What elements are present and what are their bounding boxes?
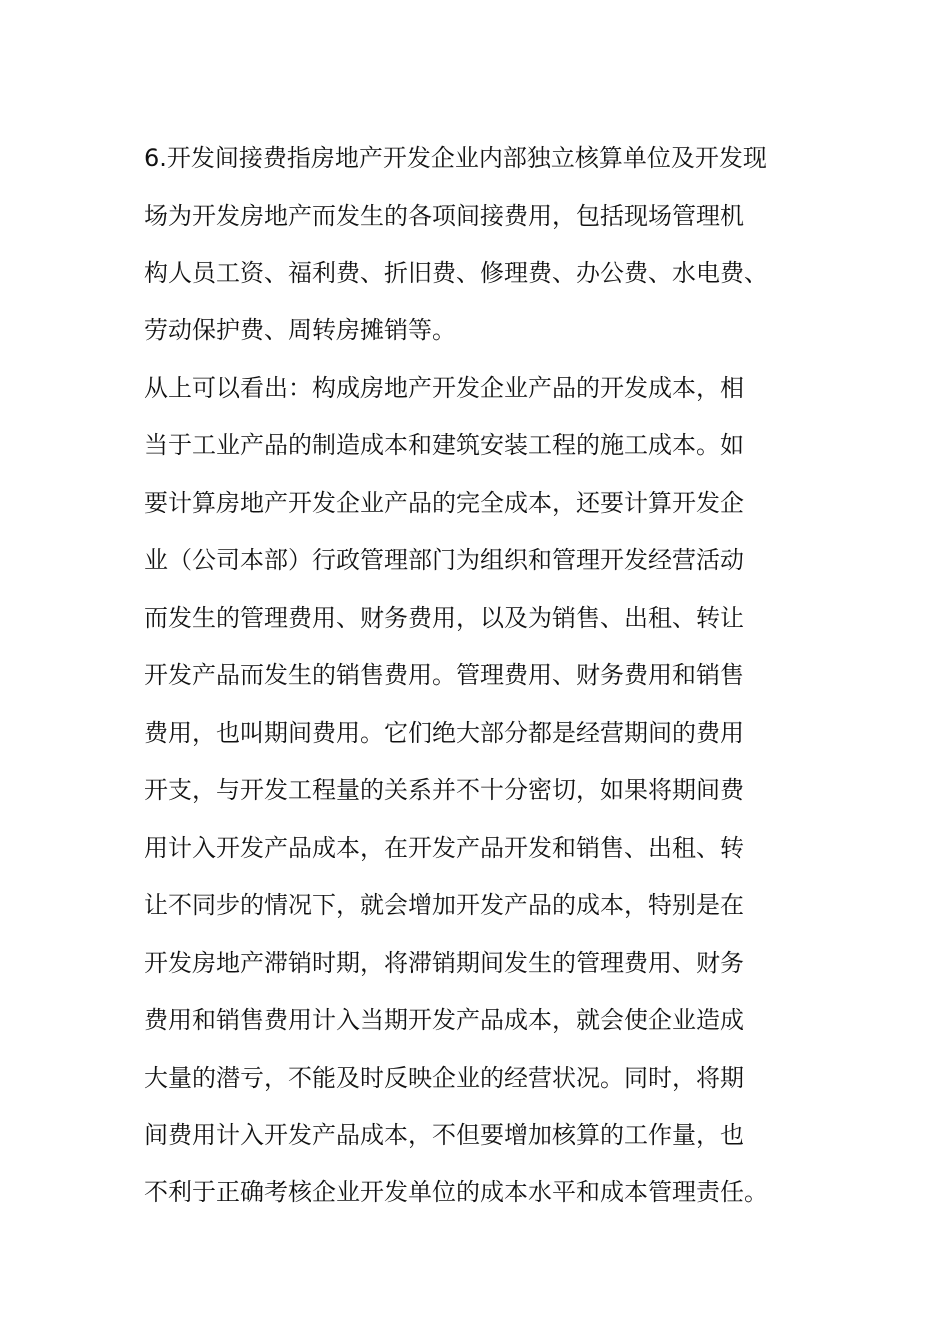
text-line: 劳动保护费、周转房摊销等。 <box>144 316 456 344</box>
text-line: 构人员工资、福利费、折旧费、修理费、办公费、水电费、 <box>144 259 768 287</box>
text-line: 业（公司本部）行政管理部门为组织和管理开发经营活动 <box>144 546 744 574</box>
text-line: 从上可以看出：构成房地产开发企业产品的开发成本，相 <box>144 374 744 402</box>
text-line: 费用，也叫期间费用。它们绝大部分都是经营期间的费用 <box>144 719 744 747</box>
text-line: 开支，与开发工程量的关系并不十分密切，如果将期间费 <box>144 776 744 804</box>
text-line: 而发生的管理费用、财务费用，以及为销售、出租、转让 <box>144 604 744 632</box>
text-line: 让不同步的情况下，就会增加开发产品的成本，特别是在 <box>144 891 744 919</box>
text-line: 费用和销售费用计入当期开发产品成本，就会使企业造成 <box>144 1006 744 1034</box>
text-line: 当于工业产品的制造成本和建筑安装工程的施工成本。如 <box>144 431 744 459</box>
text-line: 不利于正确考核企业开发单位的成本水平和成本管理责任。 <box>144 1178 768 1206</box>
text-line: 间费用计入开发产品成本，不但要增加核算的工作量，也 <box>144 1121 744 1149</box>
text-line: 场为开发房地产而发生的各项间接费用，包括现场管理机 <box>144 202 744 230</box>
text-line: 开发产品而发生的销售费用。管理费用、财务费用和销售 <box>144 661 744 689</box>
text-line: 开发房地产滞销时期，将滞销期间发生的管理费用、财务 <box>144 949 744 977</box>
text-line: 用计入开发产品成本，在开发产品开发和销售、出租、转 <box>144 834 744 862</box>
text-line: 6.开发间接费指房地产开发企业内部独立核算单位及开发现 <box>144 144 767 172</box>
text-line: 大量的潜亏，不能及时反映企业的经营状况。同时，将期 <box>144 1064 744 1092</box>
text-line: 要计算房地产开发企业产品的完全成本，还要计算开发企 <box>144 489 744 517</box>
